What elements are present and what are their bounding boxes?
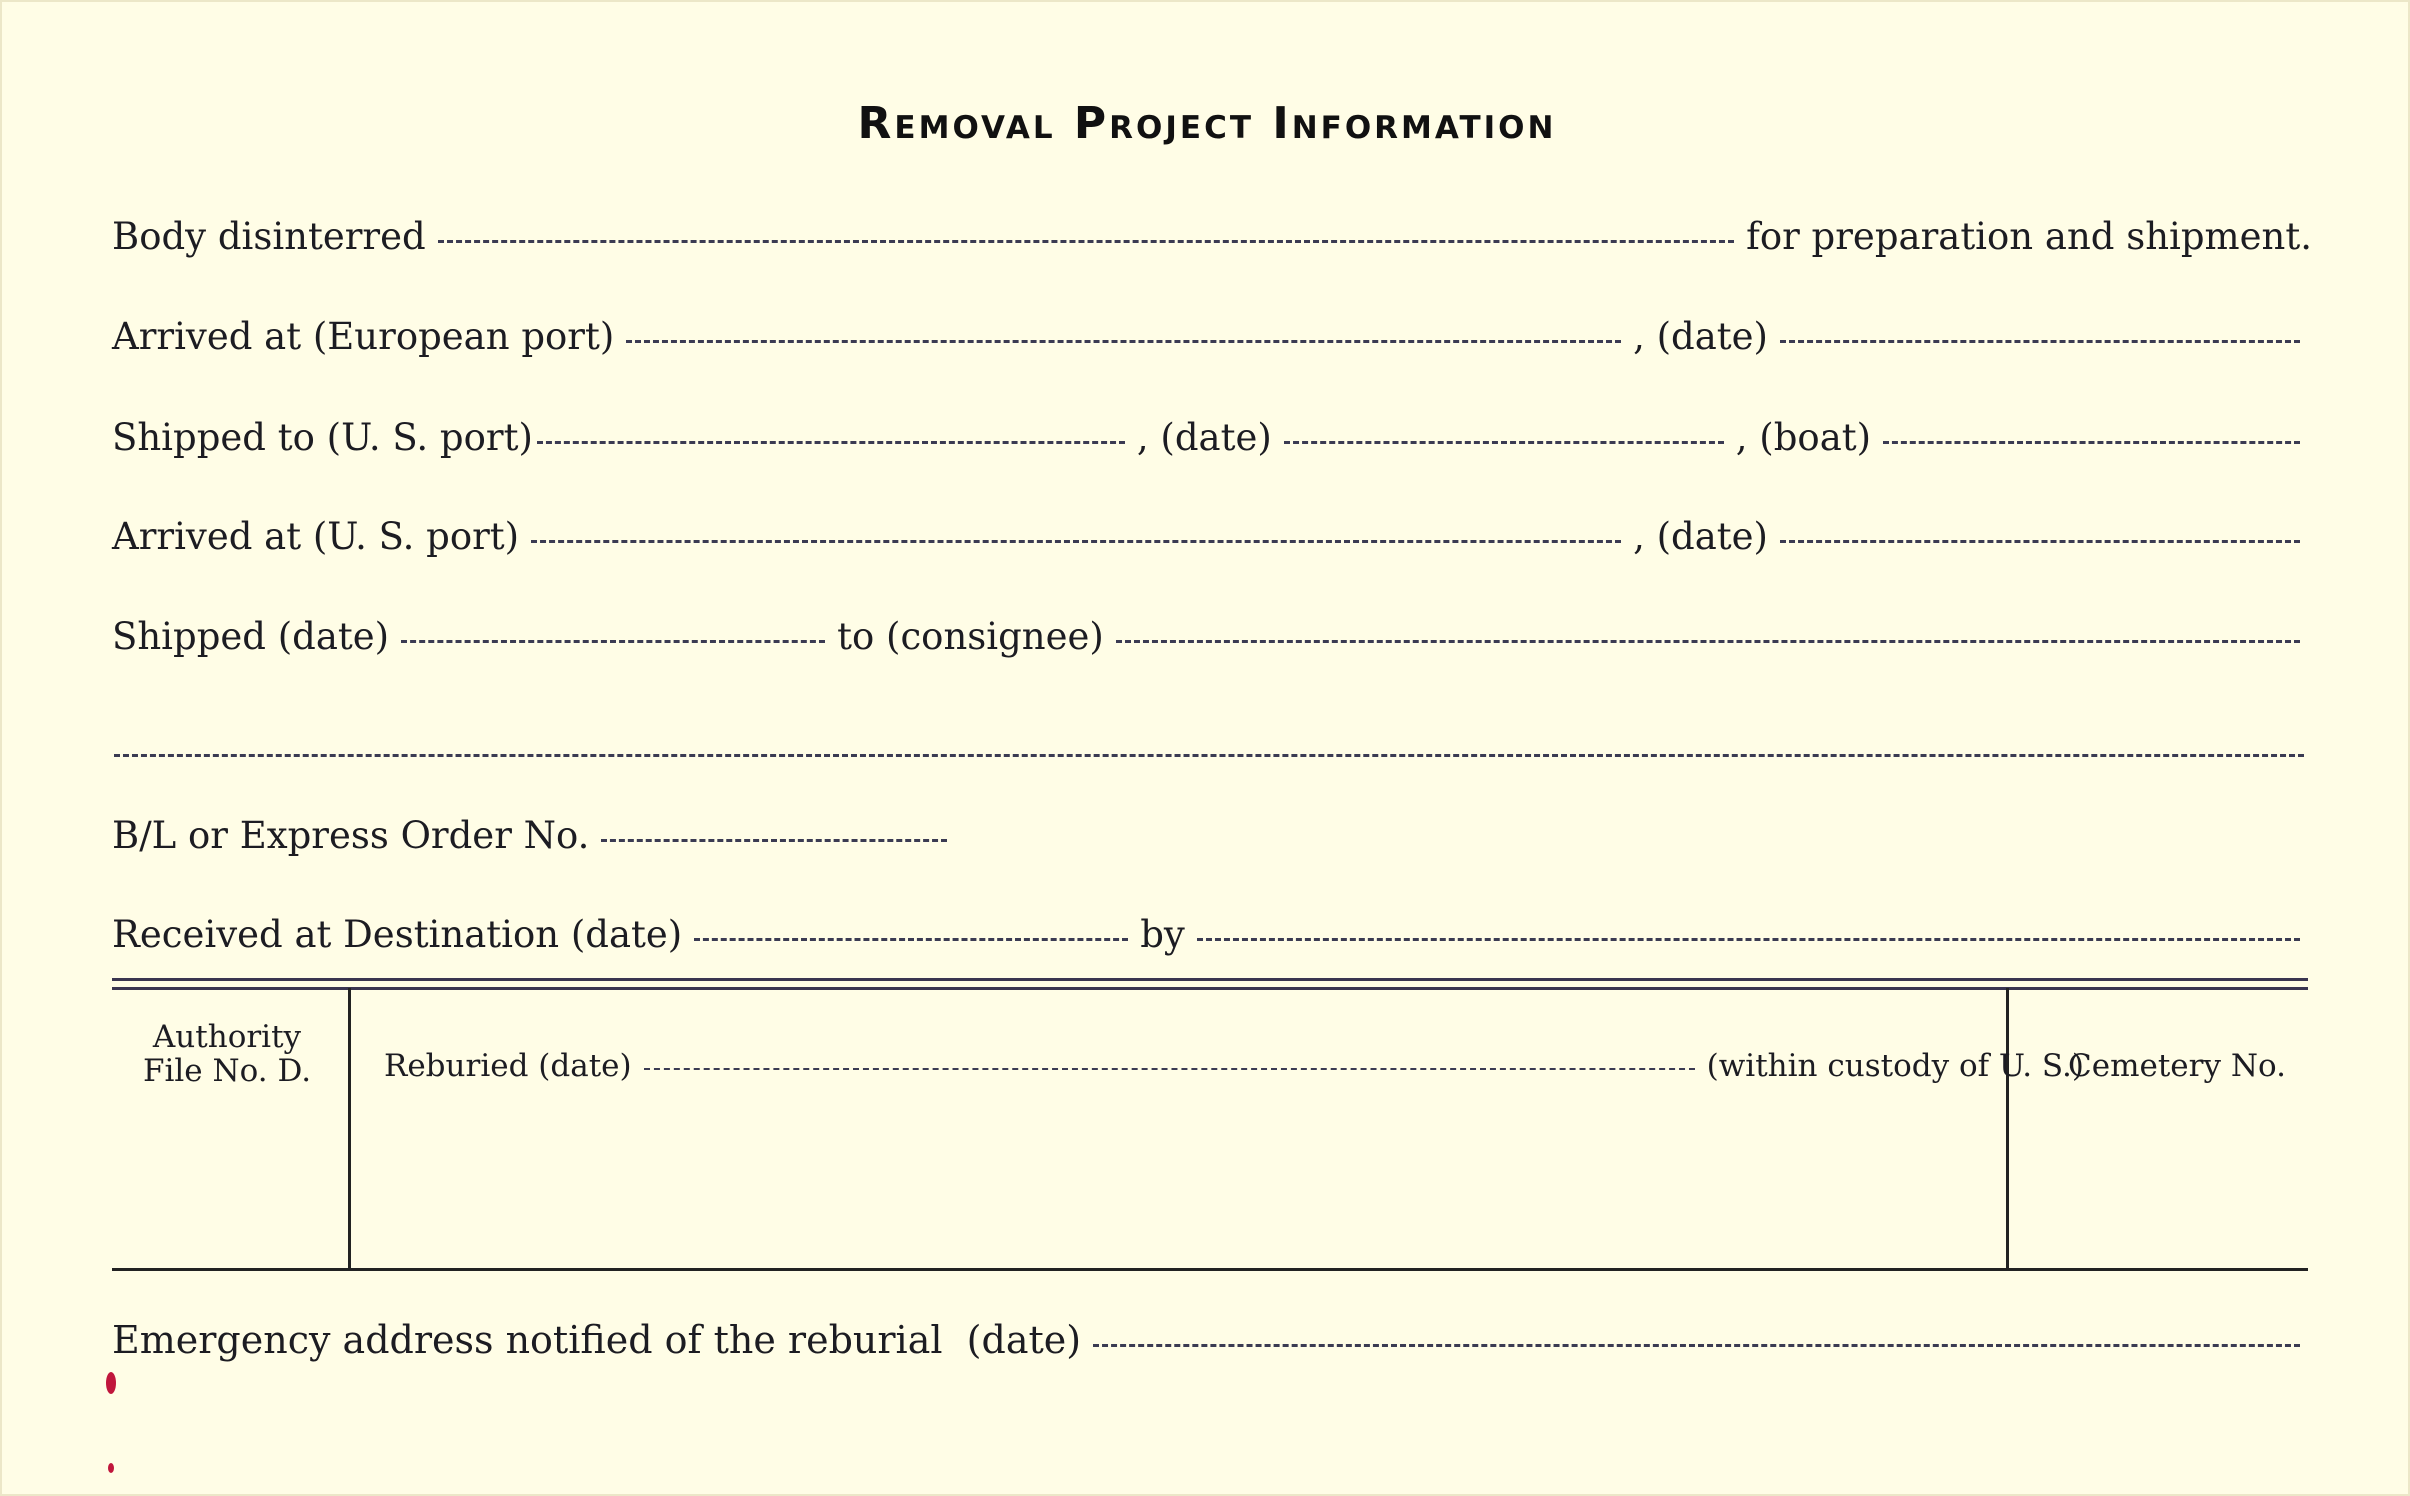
emergency-row: [112, 1318, 2312, 1362]
body-disinterred-label: Body disinterred: [112, 215, 426, 258]
boat-label: , (boat): [1735, 416, 1872, 459]
body-disinterred-row: [112, 215, 2312, 258]
by-label: by: [1140, 913, 1185, 956]
table-divider-right: [2006, 988, 2009, 1268]
emergency-label: Emergency address notified of the reburial (date): [112, 1318, 1082, 1362]
shipped-date-field[interactable]: [401, 640, 825, 643]
ink-speck: [108, 1463, 114, 1473]
body-disinterred-field[interactable]: [438, 240, 1734, 243]
bl-order-field[interactable]: [601, 839, 947, 842]
form-title: Removal Project Information: [857, 98, 1557, 149]
consignee-continuation-field[interactable]: [114, 754, 2304, 757]
table-divider-left: [348, 988, 351, 1268]
arrived-us-port-field[interactable]: [531, 540, 1621, 543]
emergency-date-field[interactable]: [1093, 1344, 2300, 1347]
shipped-us-row: [112, 416, 2312, 459]
arrived-european-row: [112, 315, 2312, 358]
custody-label: (within custody of U. S.): [1706, 1048, 2084, 1084]
shipped-us-label: Shipped to (U. S. port): [112, 416, 533, 459]
bl-order-row: [112, 814, 2312, 857]
received-row: [112, 913, 2312, 956]
arrived-us-row: [112, 515, 2312, 558]
reburial-table: [112, 988, 2308, 1271]
reburied-label: Reburied (date): [384, 1048, 632, 1084]
arrived-european-date-label: , (date): [1633, 315, 1768, 358]
preparation-shipment-label: for preparation and shipment.: [1746, 215, 2312, 258]
shipped-date-label: Shipped (date): [112, 615, 390, 658]
received-label: Received at Destination (date): [112, 913, 683, 956]
boat-field[interactable]: [1883, 441, 2300, 444]
european-port-field[interactable]: [626, 340, 1621, 343]
arrived-us-label: Arrived at (U. S. port): [112, 515, 520, 558]
cemetery-cell[interactable]: [2052, 1048, 2302, 1084]
shipped-us-date-label: , (date): [1136, 416, 1272, 459]
arrived-european-label: Arrived at (European port): [112, 315, 615, 358]
consignee-field[interactable]: [1116, 640, 2300, 643]
file-no-label: File No. D.: [142, 1053, 312, 1089]
received-by-field[interactable]: [1197, 938, 2300, 941]
authority-cell[interactable]: [112, 1020, 342, 1088]
cemetery-label: Cemetery No.: [2068, 1048, 2286, 1084]
arrived-us-date-field[interactable]: [1780, 540, 2300, 543]
us-port-field[interactable]: [537, 441, 1125, 444]
ink-speck: [106, 1372, 116, 1394]
consignee-label: to (consignee): [837, 615, 1104, 658]
received-date-field[interactable]: [694, 938, 1128, 941]
shipped-us-date-field[interactable]: [1284, 441, 1724, 444]
bl-order-label: B/L or Express Order No.: [112, 814, 590, 857]
authority-label: Authority: [152, 1019, 302, 1055]
reburied-cell: [384, 1048, 2084, 1084]
arrived-us-date-label: , (date): [1633, 515, 1768, 558]
shipped-date-row: [112, 615, 2312, 658]
reburied-date-field[interactable]: [644, 1068, 1695, 1070]
arrived-european-date-field[interactable]: [1780, 340, 2300, 343]
